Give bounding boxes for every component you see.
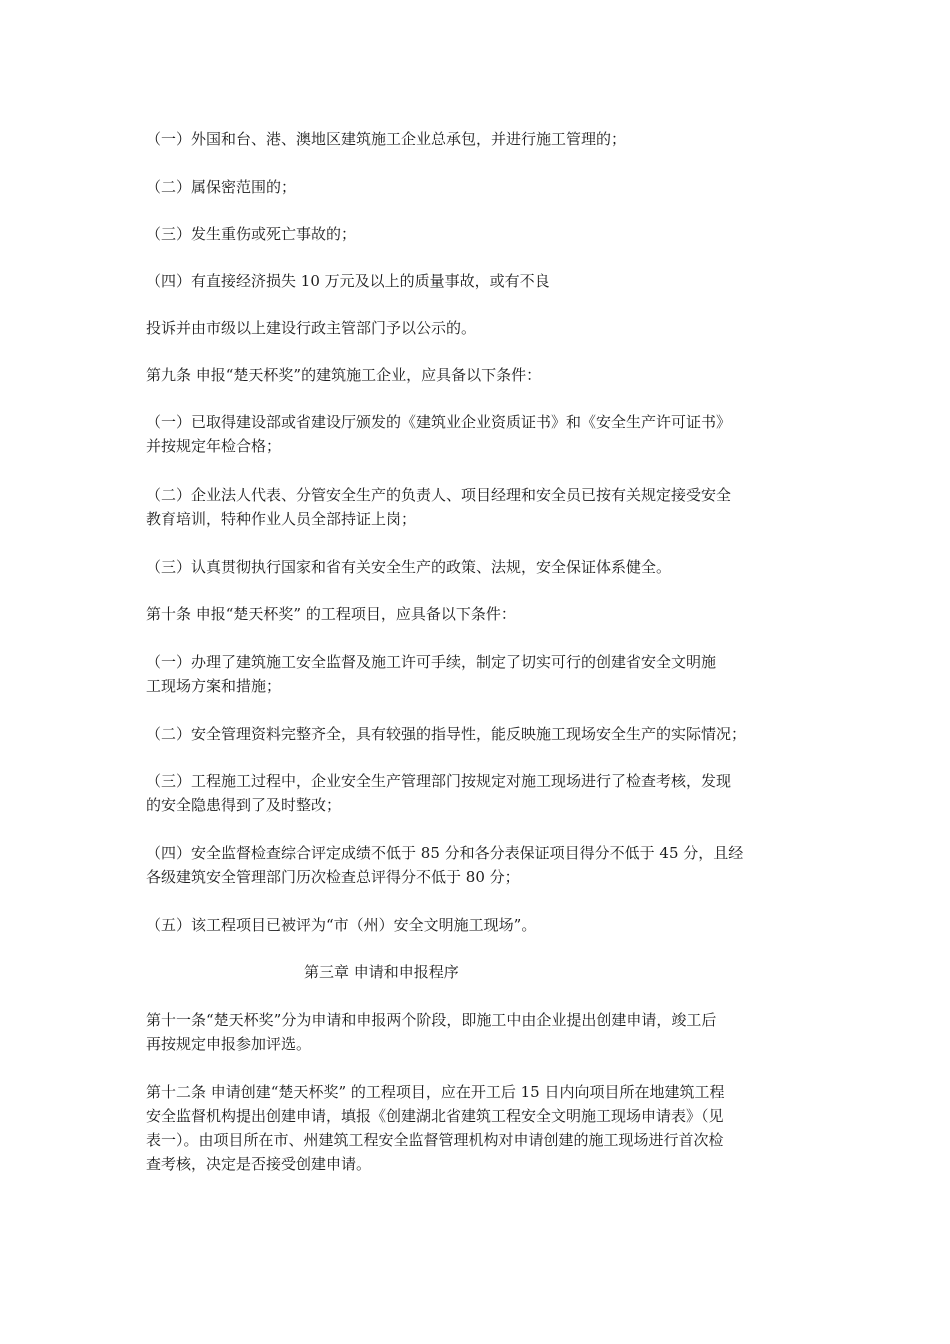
- text-line: （三）发生重伤或死亡事故的；: [146, 225, 357, 243]
- article-10-item-5: [146, 913, 812, 937]
- text-line: 的安全隐患得到了及时整改；: [146, 796, 342, 814]
- text-line: 表一）。由项目所在市、州建筑工程安全监督管理机构对申请创建的施工现场进行首次检: [146, 1131, 724, 1149]
- text-line: （一）办理了建筑施工安全监督及施工许可手续，制定了切实可行的创建省安全文明施: [146, 653, 717, 671]
- text-line: 第十二条 申请创建“楚天杯奖” 的工程项目，应在开工后 15 日内向项目所在地建筑工程: [146, 1083, 725, 1101]
- text-line: （一）外国和台、港、澳地区建筑施工企业总承包，并进行施工管理的；: [146, 130, 627, 148]
- article-9-item-3: [146, 555, 812, 579]
- article-12: [146, 1080, 812, 1176]
- article-10-item-1: [146, 650, 812, 698]
- article-10-item-3: [146, 769, 812, 817]
- text-line: （二）属保密范围的；: [146, 178, 297, 196]
- clause-item-1: [146, 127, 812, 151]
- text-line: （三）认真贯彻执行国家和省有关安全生产的政策、法规，安全保证体系健全。: [146, 558, 672, 576]
- text-line: 教育培训，特种作业人员全部持证上岗；: [146, 510, 417, 528]
- text-line: （一）已取得建设部或省建设厅颁发的《建筑业企业资质证书》和《安全生产许可证书》: [146, 413, 732, 431]
- clause-item-4-continued: [146, 316, 812, 340]
- text-line: 第三章 申请和申报程序: [304, 963, 459, 981]
- text-line: 投诉并由市级以上建设行政主管部门予以公示的。: [146, 319, 477, 337]
- text-line: 查考核，决定是否接受创建申请。: [146, 1155, 372, 1173]
- text-line: 第十一条“楚天杯奖”分为申请和申报两个阶段，即施工中由企业提出创建申请，竣工后: [146, 1011, 717, 1029]
- text-line: （四）安全监督检查综合评定成绩不低于 85 分和各分表保证项目得分不低于 45 分，且经: [146, 844, 744, 862]
- text-line: 安全监督机构提出创建申请，填报《创建湖北省建筑工程安全文明施工现场申请表》（见: [146, 1107, 724, 1125]
- article-9-heading: [146, 363, 812, 387]
- article-11: [146, 1008, 812, 1056]
- text-line: （三）工程施工过程中，企业安全生产管理部门按规定对施工现场进行了检查考核，发现: [146, 772, 732, 790]
- text-line: 第九条 申报“楚天杯奖”的建筑施工企业，应具备以下条件：: [146, 366, 542, 384]
- article-9-item-2: [146, 483, 812, 531]
- text-line: （二）企业法人代表、分管安全生产的负责人、项目经理和安全员已按有关规定接受安全: [146, 486, 732, 504]
- text-line: 各级建筑安全管理部门历次检查总评得分不低于 80 分；: [146, 868, 520, 886]
- chapter-3-heading: [304, 960, 950, 984]
- article-10-item-4: [146, 841, 812, 889]
- clause-item-2: [146, 175, 812, 199]
- text-line: 工现场方案和措施；: [146, 677, 282, 695]
- clause-item-3: [146, 222, 812, 246]
- text-line: 再按规定申报参加评选。: [146, 1035, 312, 1053]
- article-9-item-1: [146, 410, 812, 458]
- text-line: （二）安全管理资料完整齐全，具有较强的指导性，能反映施工现场安全生产的实际情况；: [146, 725, 747, 743]
- article-10-item-2: [146, 722, 812, 746]
- text-line: 第十条 申报“楚天杯奖” 的工程项目，应具备以下条件：: [146, 605, 516, 623]
- article-10-heading: [146, 602, 812, 626]
- text-line: （四）有直接经济损失 10 万元及以上的质量事故，或有不良: [146, 272, 550, 290]
- text-line: （五）该工程项目已被评为“市（州）安全文明施工现场”。: [146, 916, 537, 934]
- clause-item-4: [146, 269, 812, 293]
- text-line: 并按规定年检合格；: [146, 437, 282, 455]
